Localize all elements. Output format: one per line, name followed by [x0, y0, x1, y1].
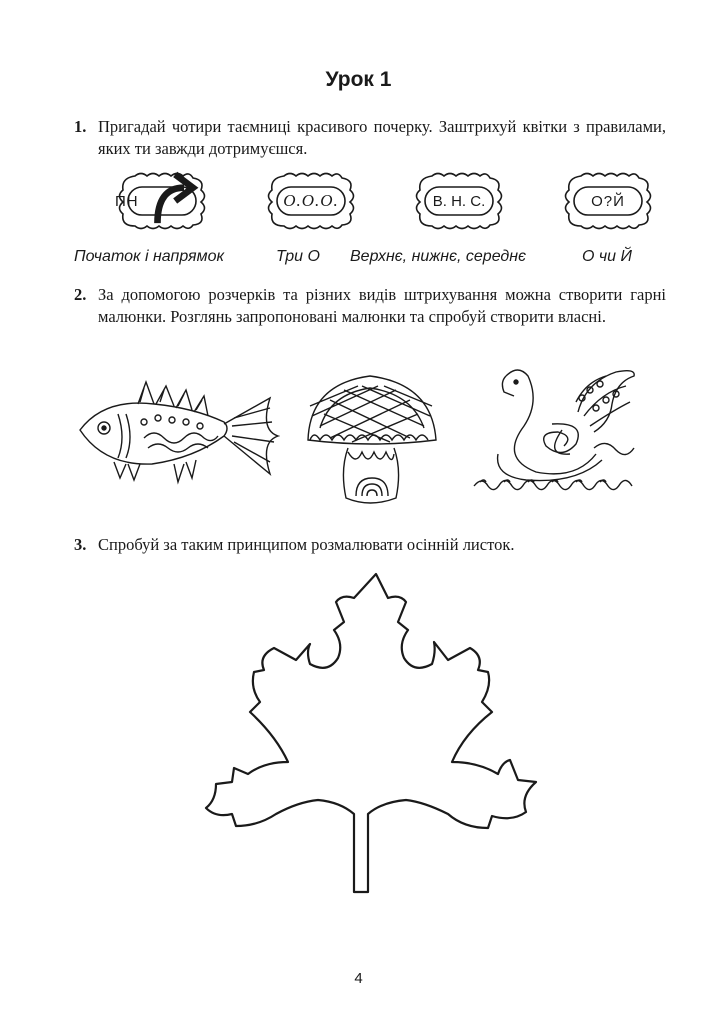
lesson-title: Урок 1 — [325, 68, 392, 91]
rule-flower-4[interactable] — [561, 170, 655, 232]
fish-drawing — [74, 378, 280, 490]
task-text: Пригадай чотири таємниці красивого почерку. Заштрихуй квітки з правилами, яких ти завжди дотримуєшся. — [98, 117, 666, 158]
swan-drawing — [466, 362, 638, 498]
flower-label: O.O.O. — [283, 191, 339, 210]
flower-caption: Три О — [276, 248, 320, 265]
flower-label: ПН — [115, 192, 139, 210]
page-number: 4 — [354, 970, 363, 987]
flower-caption: Початок і напрямок — [74, 248, 225, 265]
curved-arrow-icon — [141, 170, 209, 232]
flower-label: В. Н. С. — [432, 192, 486, 210]
task-1 — [74, 116, 666, 160]
task-2 — [74, 284, 666, 328]
rule-flower-1[interactable] — [115, 170, 209, 232]
flower-label: О?Й — [591, 192, 625, 210]
rule-flower-2[interactable] — [264, 170, 358, 232]
rule-flower-3[interactable] — [412, 170, 506, 232]
task-3 — [74, 534, 666, 556]
task-text: За допомогою розчерків та різних видів штрихування можна створити гарні малюнки. Розглянь запропоновані малюнки та спробуй створити власні. — [98, 285, 666, 326]
task-number: 1. — [74, 117, 87, 136]
task-number: 2. — [74, 285, 87, 304]
flower-caption: О чи Й — [582, 248, 632, 265]
task-number: 3. — [74, 535, 87, 554]
mushroom-drawing — [300, 370, 442, 508]
maple-leaf-outline[interactable] — [202, 572, 540, 904]
flower-caption: Верхнє, нижнє, середнє — [350, 248, 526, 265]
task-text: Спробуй за таким принципом розмалювати осінній листок. — [98, 535, 515, 554]
